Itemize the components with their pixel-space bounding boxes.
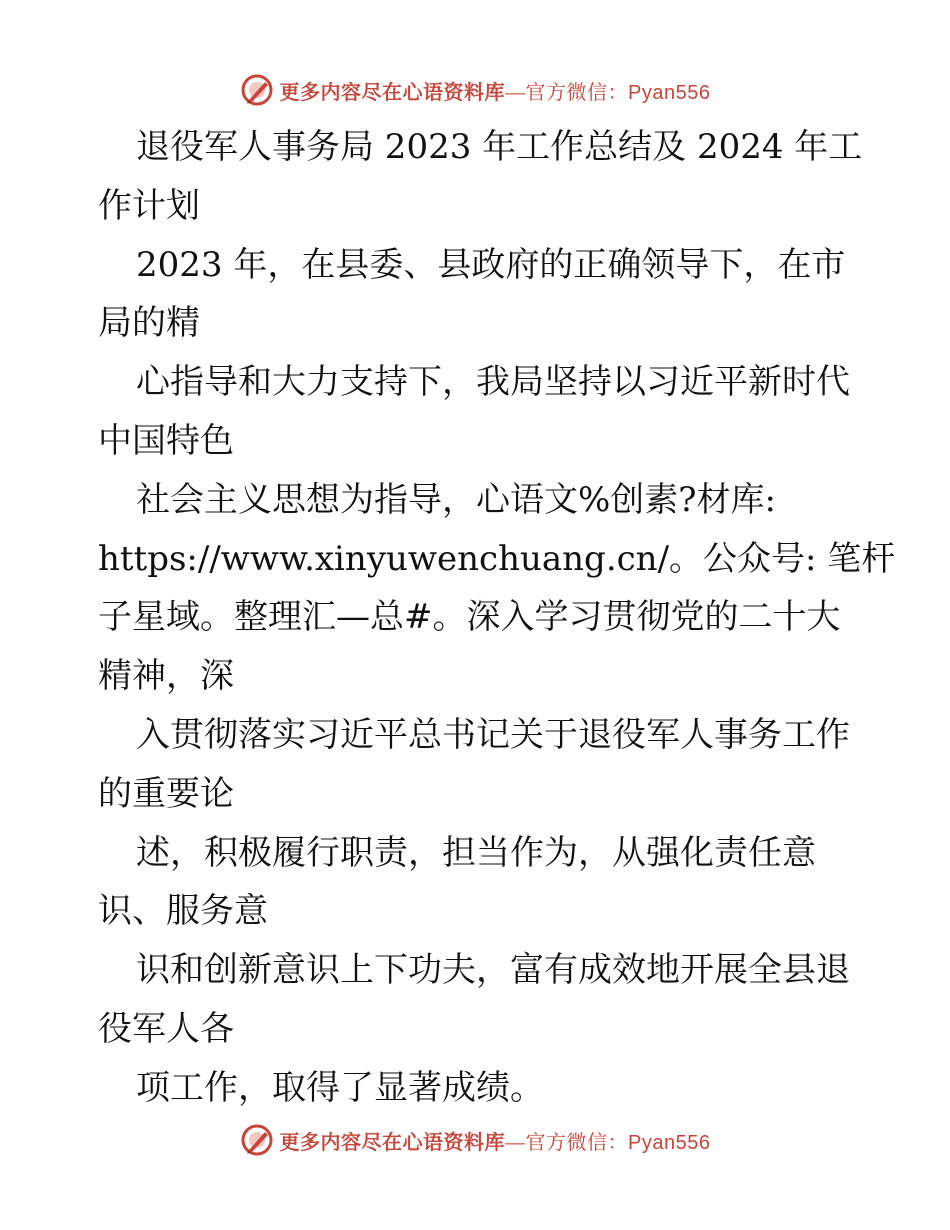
watermark-text: [280, 76, 711, 105]
watermark-brand: 更多内容尽在心语资料库: [279, 1131, 506, 1154]
document-line: 作计划: [98, 185, 200, 226]
watermark-wechat-label: 官方微信：: [525, 1131, 629, 1154]
document-line: 子星域。整理汇—总#。深入学习贯彻党的二十大: [98, 597, 841, 638]
document-line: 识和创新意识上下功夫，富有成效地开展全县退: [136, 950, 850, 991]
watermark-text: [280, 1126, 711, 1155]
watermark-banner-top: [0, 70, 950, 110]
document-line: 述，积极履行职责，担当作为，从强化责任意: [136, 832, 816, 873]
watermark-wechat-id: Pyan556: [628, 81, 711, 104]
watermark-separator: —: [505, 81, 526, 104]
document-line: 社会主义思想为指导，心语文%创素?材库:: [136, 479, 776, 520]
document-line: https://www.xinyuwenchuang.cn/。公众号: 笔杆: [98, 538, 896, 579]
watermark-separator: —: [505, 1131, 526, 1154]
document-line: 入贯彻落实习近平总书记关于退役军人事务工作: [136, 714, 850, 755]
document-line: 的重要论: [98, 773, 234, 814]
document-line: 项工作，取得了显著成绩。: [136, 1067, 544, 1108]
document-line: 识、服务意: [98, 891, 268, 932]
watermark-row: [240, 73, 711, 107]
watermark-wechat-label: 官方微信：: [525, 81, 629, 104]
watermark-wechat-id: Pyan556: [628, 1131, 711, 1154]
document-line: 局的精: [98, 303, 200, 344]
document-body: [98, 118, 896, 1118]
document-line: 心指导和大力支持下，我局坚持以习近平新时代: [136, 362, 850, 403]
document-line: 中国特色: [98, 420, 234, 461]
pen-logo-icon: [240, 1123, 274, 1157]
document-line: 退役军人事务局 2023 年工作总结及 2024 年工: [136, 127, 863, 167]
document-line: 役军人各: [98, 1008, 234, 1049]
document-line: 精神，深: [98, 656, 234, 697]
watermark-brand: 更多内容尽在心语资料库: [279, 81, 506, 104]
pen-logo-icon: [240, 73, 274, 107]
watermark-banner-bottom: [0, 1120, 950, 1160]
watermark-row: [240, 1123, 711, 1157]
document-line: 2023 年，在县委、县政府的正确领导下，在市: [136, 244, 846, 285]
